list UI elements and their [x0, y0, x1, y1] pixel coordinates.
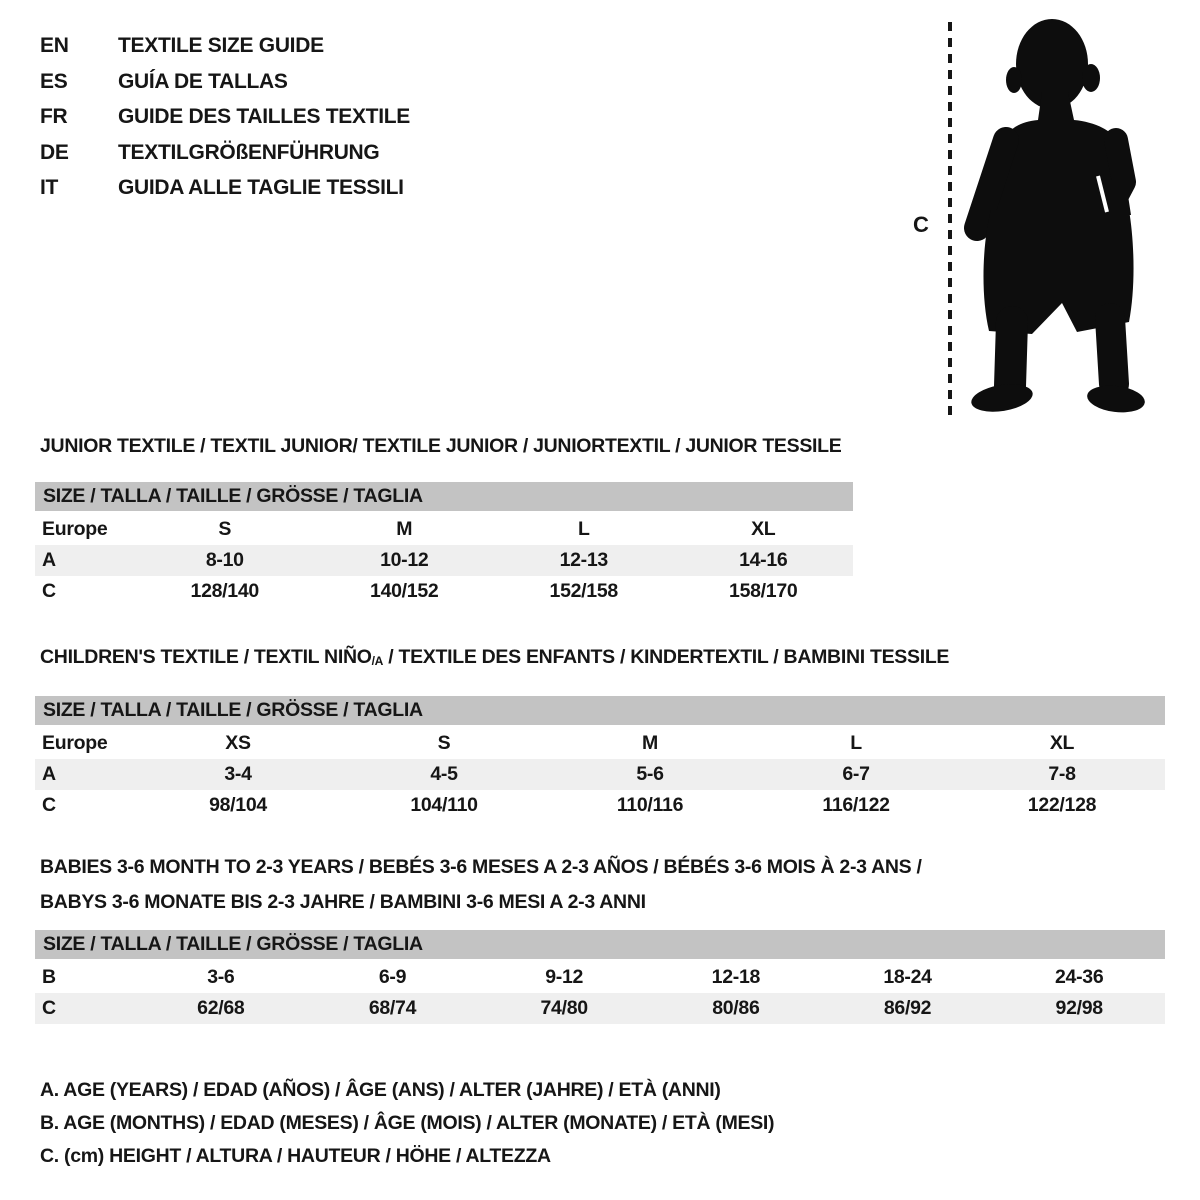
language-row — [40, 170, 410, 206]
row-label: A — [42, 549, 56, 571]
heading-line-2: BABYS 3-6 MONATE BIS 2-3 JAHRE / BAMBINI 3-6 MESI A 2-3 ANNI — [40, 891, 646, 913]
language-code: ES — [40, 69, 68, 93]
size-cell: S — [218, 518, 232, 540]
measurement-legend — [40, 1074, 774, 1173]
size-cell: 12-18 — [711, 966, 761, 988]
junior-section-heading: JUNIOR TEXTILE / TEXTIL JUNIOR/ TEXTILE JUNIOR / JUNIORTEXTIL / JUNIOR TESSILE — [40, 435, 842, 457]
size-cell: 3-6 — [207, 966, 235, 988]
size-cell: 68/74 — [368, 997, 417, 1019]
language-title: GUIDA ALLE TAGLIE TESSILI — [118, 176, 404, 199]
size-cell: 122/128 — [1027, 794, 1097, 817]
table-row — [35, 759, 1165, 790]
row-label: A — [42, 763, 56, 786]
size-cell: S — [437, 732, 451, 755]
language-title: TEXTILE SIZE GUIDE — [118, 34, 324, 57]
size-cell: 10-12 — [380, 549, 429, 571]
size-cell: XL — [751, 518, 776, 540]
size-header-band: SIZE / TALLA / TAILLE / GRÖSSE / TAGLIA — [35, 930, 1165, 959]
height-measure-label: C — [913, 212, 929, 237]
legend-age-months: B. AGE (MONTHS) / EDAD (MESES) / ÂGE (MOIS) / ALTER (MONATE) / ETÀ (MESI) — [40, 1112, 775, 1134]
size-cell: 116/122 — [822, 794, 890, 817]
size-cell: 18-24 — [883, 966, 932, 988]
size-cell: 6-9 — [378, 966, 407, 988]
size-cell: 128/140 — [190, 580, 259, 602]
size-cell: XL — [1049, 732, 1075, 755]
table-row — [35, 545, 853, 576]
language-code: IT — [40, 176, 59, 199]
size-cell: 140/152 — [370, 580, 439, 602]
size-cell: 92/98 — [1055, 997, 1103, 1019]
size-cell: 3-4 — [224, 763, 252, 786]
babies-section-heading — [40, 850, 1165, 920]
babies-textile-section — [35, 850, 1165, 1024]
size-cell: 62/68 — [197, 997, 245, 1019]
size-header-band: SIZE / TALLA / TAILLE / GRÖSSE / TAGLIA — [35, 482, 853, 511]
size-cell: 74/80 — [540, 997, 588, 1019]
size-cell: 104/110 — [410, 794, 478, 817]
size-cell: 9-12 — [545, 966, 584, 988]
size-cell: 5-6 — [636, 763, 664, 786]
size-cell: 14-16 — [739, 549, 788, 571]
legend-height: C. (cm) HEIGHT / ALTURA / HAUTEUR / HÖHE / ALTEZZA — [40, 1145, 551, 1167]
language-code: DE — [40, 140, 69, 164]
size-header-band: SIZE / TALLA / TAILLE / GRÖSSE / TAGLIA — [35, 696, 1165, 725]
size-cell: L — [850, 732, 862, 755]
size-cell: 12-13 — [559, 549, 608, 571]
size-cell: L — [577, 518, 590, 540]
language-title: GUIDE DES TAILLES TEXTILE — [118, 105, 410, 128]
row-label: C — [42, 580, 56, 602]
size-cell: 8-10 — [205, 549, 244, 571]
size-cell: 7-8 — [1048, 763, 1076, 786]
toddler-silhouette-shape — [969, 19, 1146, 416]
size-cell: XS — [225, 732, 251, 755]
language-row — [40, 28, 410, 64]
heading-line-1: BABIES 3-6 MONTH TO 2-3 YEARS / BEBÉS 3-6 MESES A 2-3 AÑOS / BÉBÉS 3-6 MOIS À 2-3 ANS / — [40, 856, 922, 878]
table-row — [35, 576, 853, 607]
language-row — [40, 99, 410, 135]
table-row — [35, 728, 1165, 759]
size-cell: 24-36 — [1055, 966, 1104, 988]
size-cell: 110/116 — [616, 794, 684, 817]
language-row — [40, 64, 410, 100]
table-row — [35, 993, 1165, 1024]
row-label: C — [42, 997, 56, 1019]
heading-text: CHILDREN'S TEXTILE / TEXTIL NIÑO — [40, 646, 372, 668]
size-cell: 86/92 — [883, 997, 932, 1019]
language-row — [40, 135, 410, 171]
heading-text: / TEXTILE DES ENFANTS / KINDERTEXTIL / BAMBINI TESSILE — [383, 646, 950, 668]
size-cell: 158/170 — [729, 580, 798, 602]
language-title: GUÍA DE TALLAS — [118, 69, 288, 93]
table-row — [35, 790, 1165, 821]
children-textile-section — [35, 645, 1165, 821]
language-code: EN — [40, 34, 69, 57]
size-cell: M — [642, 732, 658, 755]
heading-subscript: /A — [371, 654, 384, 669]
table-row — [35, 962, 1165, 993]
row-label: B — [42, 966, 56, 988]
size-cell: 6-7 — [842, 763, 870, 786]
size-cell: M — [396, 518, 413, 540]
language-code: FR — [40, 105, 68, 128]
row-label: Europe — [42, 732, 108, 755]
language-title-block — [40, 28, 410, 206]
children-section-heading — [40, 645, 1165, 673]
legend-age-years: A. AGE (YEARS) / EDAD (AÑOS) / ÂGE (ANS) / ALTER (JAHRE) / ETÀ (ANNI) — [40, 1079, 721, 1101]
size-cell: 4-5 — [430, 763, 458, 786]
language-title: TEXTILGRÖßENFÜHRUNG — [118, 140, 380, 164]
row-label: Europe — [42, 518, 108, 540]
row-label: C — [42, 794, 56, 817]
size-cell: 80/86 — [712, 997, 760, 1019]
junior-textile-section — [35, 434, 853, 607]
size-cell: 152/158 — [549, 580, 618, 602]
size-cell: 98/104 — [209, 794, 267, 817]
toddler-silhouette-icon — [900, 8, 1200, 428]
table-row — [35, 514, 853, 545]
